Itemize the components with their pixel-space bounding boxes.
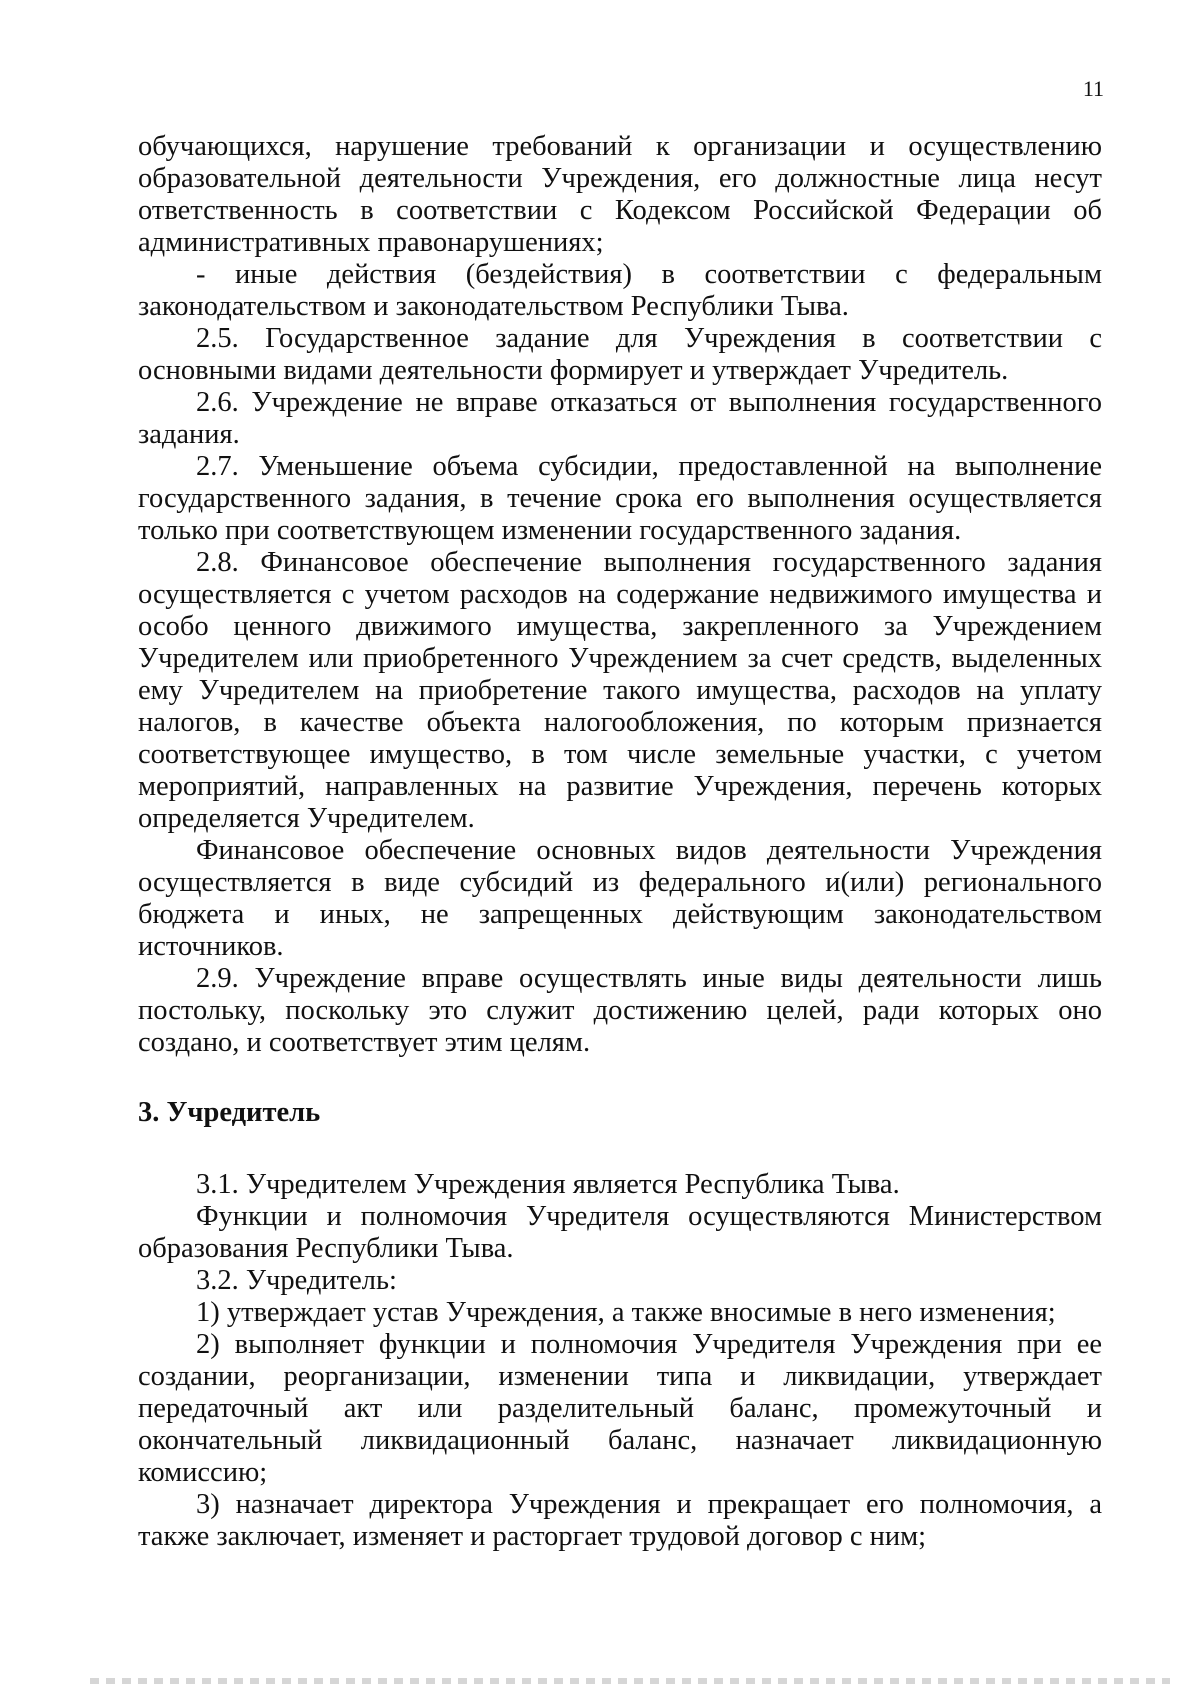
page-number: 11 — [1082, 76, 1104, 101]
paragraph: Финансовое обеспечение основных видов деятельности Учреждения осуществляется в виде субсидий из федерального и(или) регионального бюджета и иных, не запрещенных действующим законодательством источников. — [138, 835, 1102, 962]
paragraph: 2.8. Финансовое обеспечение выполнения государственного задания осуществляется с учетом расходов на содержание недвижимого имущества и особо ценного движимого имущества, закрепленного за Учреждением Учредителем или приобретенного Учреждением за счет средств, выделенных ему Учредителем на приобретение такого имущества, расходов на уплату налогов, в качестве объекта налогообложения, по которым признается соответствующее имущество, в том числе земельные участки, с учетом мероприятий, направленных на развитие Учреждения, перечень которых определяется Учредителем. — [138, 547, 1102, 834]
paragraph: 1) утверждает устав Учреждения, а также вносимые в него изменения; — [196, 1297, 1056, 1328]
paragraph: обучающихся, нарушение требований к организации и осуществлению образовательной деятельности Учреждения, его должностные лица несут ответственность в соответствии с Кодексом Российской Федерации об административных правонарушениях; — [138, 131, 1102, 258]
paragraph: 2.7. Уменьшение объема субсидии, предоставленной на выполнение государственного задания, в течение срока его выполнения осуществляется только при соответствующем изменении государственного задания. — [138, 451, 1102, 546]
paragraph: 2) выполняет функции и полномочия Учредителя Учреждения при ее создании, реорганизации, изменении типа и ликвидации, утверждает передаточный акт или разделительный баланс, промежуточный и окончательный ликвидационный баланс, назначает ликвидационную комиссию; — [138, 1329, 1102, 1488]
document-body — [138, 131, 1102, 1553]
paragraph: Функции и полномочия Учредителя осуществляются Министерством образования Республики Тыва. — [138, 1201, 1102, 1264]
paragraph: 3.1. Учредителем Учреждения является Республика Тыва. — [196, 1169, 900, 1200]
section-heading: 3. Учредитель — [138, 1097, 321, 1128]
paragraph: 2.5. Государственное задание для Учреждения в соответствии с основными видами деятельности формирует и утверждает Учредитель. — [138, 323, 1102, 386]
paragraph: 2.6. Учреждение не вправе отказаться от выполнения государственного задания. — [138, 387, 1102, 450]
paragraph: 2.9. Учреждение вправе осуществлять иные виды деятельности лишь постольку, поскольку это служит достижению целей, ради которых оно создано, и соответствует этим целям. — [138, 963, 1102, 1058]
paragraph: 3.2. Учредитель: — [196, 1265, 397, 1296]
paragraph-block-section-2 — [138, 131, 1102, 1059]
paragraph: - иные действия (бездействия) в соответствии с федеральным законодательством и законодательством Республики Тыва. — [138, 259, 1102, 322]
paragraph-block-section-3 — [138, 1169, 1102, 1553]
scan-artifact-line — [90, 1678, 1170, 1684]
paragraph: 3) назначает директора Учреждения и прекращает его полномочия, а также заключает, изменяет и расторгает трудовой договор с ним; — [138, 1489, 1102, 1552]
